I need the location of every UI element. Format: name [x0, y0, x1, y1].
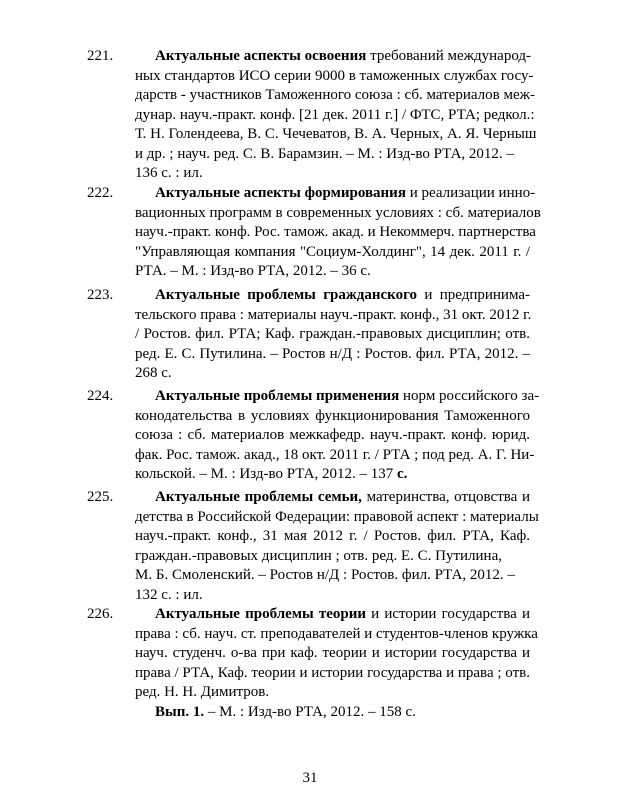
entry-line: "Управляющая компания "Социум-Холдинг", 14 дек. 2011 г. /: [135, 243, 530, 260]
entry-line: ред. Е. С. Путилина. – Ростов н/Д : Ростов. фил. РТА, 2012. –: [135, 345, 530, 362]
entry-line: Актуальные проблемы гражданского и предпринима-: [155, 287, 530, 303]
page-number: 31: [302, 770, 318, 786]
entry-line: науч.-практ. конф. Рос. тамож. акад. и Некоммерч. партнерства: [135, 224, 536, 240]
entry-line: детства в Российской Федерации: правовой аспект : материалы: [135, 508, 539, 525]
entry-line: дунар. науч.-практ. конф. [21 дек. 2011 г.] / ФТС, РТА; редкол.:: [135, 106, 535, 123]
entry-line: Актуальные проблемы семьи, материнства, отцовства и: [155, 489, 530, 505]
entry-line: кольской. – М. : Изд-во РТА, 2012. – 137 с.: [135, 466, 408, 482]
entry-number: 226.: [87, 606, 114, 622]
entry-line: конодательства в условиях функционирования Таможенного: [135, 407, 530, 424]
entry-line: граждан.-правовых дисциплин ; отв. ред. Е. С. Путилина,: [135, 547, 502, 564]
entry-title: Актуальные аспекты формирования: [155, 185, 406, 201]
entry-line: М. Б. Смоленский. – Ростов н/Д : Ростов. фил. РТА, 2012. –: [135, 567, 515, 583]
entry-line: тельского права : материалы науч.-практ. конф., 31 окт. 2012 г.: [135, 306, 532, 323]
entry-line: вационных программ в современных условиях : сб. материалов: [135, 204, 541, 221]
entry-line: Актуальные аспекты формирования и реализации инно-: [155, 185, 536, 201]
entry-line: науч. студенч. о-ва при каф. теории и истории государства и: [135, 645, 530, 661]
entry-line: дарств - участников Таможенного союза : сб. материалов меж-: [135, 87, 535, 103]
entry-title: Актуальные проблемы гражданского: [155, 287, 418, 303]
volume-label: Вып. 1.: [155, 703, 205, 720]
entry-line: Актуальные проблемы применения норм российского за-: [155, 388, 540, 404]
entry-line: права / РТА, Каф. теории и истории государства и права ; отв.: [135, 664, 530, 681]
entry-line: 136 с. : ил.: [135, 165, 203, 181]
entry-line: РТА. – М. : Изд-во РТА, 2012. – 36 с.: [135, 263, 371, 279]
entry-line: фак. Рос. тамож. акад., 18 окт. 2011 г. / РТА ; под ред. А. Г. Ни-: [135, 446, 535, 463]
entry-line: Т. Н. Голендеева, В. С. Чечеватов, В. А. Черных, А. Я. Черныш: [135, 126, 537, 142]
entry-line: науч.-практ. конф., 31 мая 2012 г. / Ростов. фил. РТА, Каф.: [135, 528, 530, 544]
entry-number: 221.: [87, 48, 114, 64]
entry-line: / Ростов. фил. РТА; Каф. граждан.-правовых дисциплин; отв.: [135, 326, 530, 342]
entry-line: союза : сб. материалов межкафедр. науч.-практ. конф. юрид.: [135, 427, 530, 443]
entry-number: 225.: [87, 489, 114, 505]
entry-line: права : сб. науч. ст. преподавателей и студентов-членов кружка: [135, 625, 538, 642]
entry-number: 224.: [87, 388, 114, 404]
entry-number: 223.: [87, 287, 114, 303]
entry-number: 222.: [87, 185, 114, 201]
entry-line: 268 с.: [135, 365, 172, 381]
entry-line: Актуальные аспекты освоения требований международ-: [155, 48, 532, 64]
entry-title: Актуальные проблемы теории: [155, 606, 367, 622]
entry-line: ных стандартов ИСО серии 9000 в таможенных службах госу-: [135, 67, 534, 84]
entry-line: и др. ; науч. ред. С. В. Барамзин. – М. : Изд-во РТА, 2012. –: [135, 145, 514, 162]
entry-title: Актуальные проблемы применения: [155, 388, 400, 404]
entry-line: ред. Н. Н. Димитров.: [135, 684, 270, 700]
entry-line: 132 с. : ил.: [135, 586, 203, 603]
entry-line: Вып. 1. – М. : Изд-во РТА, 2012. – 158 с.: [155, 703, 416, 720]
entry-line: Актуальные проблемы теории и истории государства и: [155, 606, 530, 622]
entry-title: Актуальные аспекты освоения: [155, 48, 367, 64]
entry-title: Актуальные проблемы семьи,: [155, 489, 362, 505]
